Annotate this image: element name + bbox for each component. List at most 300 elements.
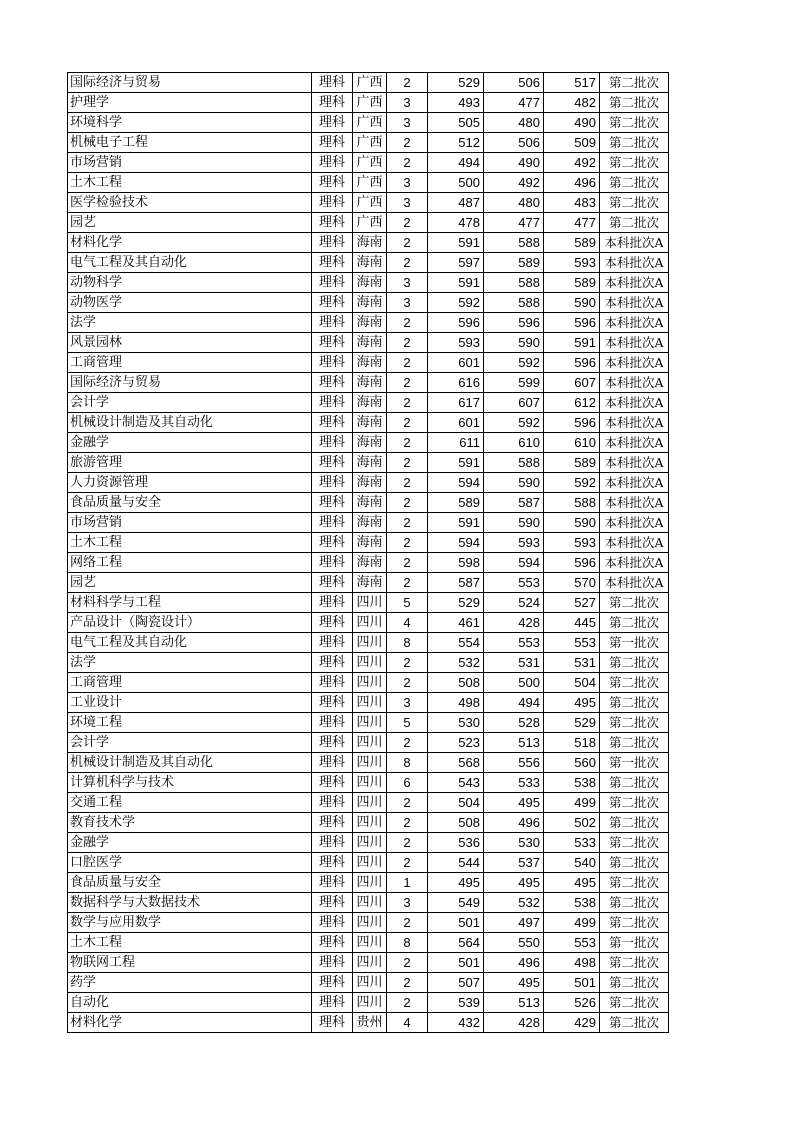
plan-count-cell: 2 (387, 833, 428, 853)
avg-score-cell: 518 (544, 733, 600, 753)
batch-cell: 第一批次 (600, 753, 669, 773)
plan-count-cell: 2 (387, 733, 428, 753)
province-cell: 四川 (353, 713, 387, 733)
max-score-cell: 587 (428, 573, 484, 593)
major-cell: 环境科学 (68, 113, 312, 133)
province-cell: 四川 (353, 993, 387, 1013)
min-score-cell: 599 (484, 373, 544, 393)
max-score-cell: 512 (428, 133, 484, 153)
min-score-cell: 495 (484, 973, 544, 993)
table-row (68, 913, 669, 933)
plan-count-cell: 2 (387, 993, 428, 1013)
plan-count-cell: 4 (387, 613, 428, 633)
table-row (68, 473, 669, 493)
min-score-cell: 524 (484, 593, 544, 613)
min-score-cell: 588 (484, 293, 544, 313)
min-score-cell: 494 (484, 693, 544, 713)
max-score-cell: 611 (428, 433, 484, 453)
avg-score-cell: 612 (544, 393, 600, 413)
province-cell: 海南 (353, 473, 387, 493)
category-cell: 理科 (312, 613, 353, 633)
plan-count-cell: 2 (387, 953, 428, 973)
category-cell: 理科 (312, 153, 353, 173)
max-score-cell: 493 (428, 93, 484, 113)
batch-cell: 第二批次 (600, 893, 669, 913)
province-cell: 四川 (353, 613, 387, 633)
plan-count-cell: 2 (387, 793, 428, 813)
avg-score-cell: 483 (544, 193, 600, 213)
category-cell: 理科 (312, 893, 353, 913)
min-score-cell: 428 (484, 613, 544, 633)
plan-count-cell: 3 (387, 893, 428, 913)
avg-score-cell: 501 (544, 973, 600, 993)
max-score-cell: 532 (428, 653, 484, 673)
province-cell: 四川 (353, 753, 387, 773)
batch-cell: 本科批次A (600, 293, 669, 313)
major-cell: 计算机科学与技术 (68, 773, 312, 793)
plan-count-cell: 2 (387, 913, 428, 933)
table-row (68, 333, 669, 353)
min-score-cell: 497 (484, 913, 544, 933)
province-cell: 四川 (353, 853, 387, 873)
avg-score-cell: 596 (544, 553, 600, 573)
table-row (68, 973, 669, 993)
min-score-cell: 477 (484, 213, 544, 233)
batch-cell: 第二批次 (600, 173, 669, 193)
province-cell: 广西 (353, 113, 387, 133)
table-row (68, 213, 669, 233)
plan-count-cell: 3 (387, 173, 428, 193)
avg-score-cell: 590 (544, 293, 600, 313)
batch-cell: 第二批次 (600, 73, 669, 93)
major-cell: 食品质量与安全 (68, 873, 312, 893)
table-row (68, 513, 669, 533)
major-cell: 国际经济与贸易 (68, 73, 312, 93)
plan-count-cell: 2 (387, 233, 428, 253)
min-score-cell: 550 (484, 933, 544, 953)
major-cell: 口腔医学 (68, 853, 312, 873)
batch-cell: 第一批次 (600, 933, 669, 953)
batch-cell: 本科批次A (600, 473, 669, 493)
plan-count-cell: 2 (387, 253, 428, 273)
table-row (68, 93, 669, 113)
table-row (68, 713, 669, 733)
major-cell: 动物医学 (68, 293, 312, 313)
min-score-cell: 513 (484, 733, 544, 753)
max-score-cell: 544 (428, 853, 484, 873)
max-score-cell: 498 (428, 693, 484, 713)
province-cell: 贵州 (353, 1013, 387, 1033)
major-cell: 园艺 (68, 573, 312, 593)
batch-cell: 第二批次 (600, 693, 669, 713)
major-cell: 数学与应用数学 (68, 913, 312, 933)
major-cell: 会计学 (68, 733, 312, 753)
plan-count-cell: 2 (387, 853, 428, 873)
min-score-cell: 553 (484, 633, 544, 653)
table-row (68, 613, 669, 633)
table-row (68, 413, 669, 433)
category-cell: 理科 (312, 793, 353, 813)
table-row (68, 273, 669, 293)
category-cell: 理科 (312, 413, 353, 433)
min-score-cell: 589 (484, 253, 544, 273)
plan-count-cell: 2 (387, 213, 428, 233)
province-cell: 广西 (353, 73, 387, 93)
max-score-cell: 554 (428, 633, 484, 653)
max-score-cell: 508 (428, 813, 484, 833)
plan-count-cell: 2 (387, 313, 428, 333)
category-cell: 理科 (312, 733, 353, 753)
min-score-cell: 492 (484, 173, 544, 193)
major-cell: 旅游管理 (68, 453, 312, 473)
major-cell: 金融学 (68, 433, 312, 453)
avg-score-cell: 498 (544, 953, 600, 973)
avg-score-cell: 482 (544, 93, 600, 113)
province-cell: 海南 (353, 453, 387, 473)
min-score-cell: 506 (484, 133, 544, 153)
avg-score-cell: 509 (544, 133, 600, 153)
category-cell: 理科 (312, 173, 353, 193)
major-cell: 法学 (68, 313, 312, 333)
batch-cell: 本科批次A (600, 493, 669, 513)
province-cell: 四川 (353, 893, 387, 913)
max-score-cell: 549 (428, 893, 484, 913)
plan-count-cell: 2 (387, 433, 428, 453)
plan-count-cell: 2 (387, 133, 428, 153)
category-cell: 理科 (312, 953, 353, 973)
plan-count-cell: 2 (387, 453, 428, 473)
category-cell: 理科 (312, 353, 353, 373)
table-row (68, 393, 669, 413)
major-cell: 人力资源管理 (68, 473, 312, 493)
batch-cell: 本科批次A (600, 233, 669, 253)
category-cell: 理科 (312, 753, 353, 773)
province-cell: 海南 (353, 333, 387, 353)
province-cell: 海南 (353, 353, 387, 373)
category-cell: 理科 (312, 433, 353, 453)
max-score-cell: 501 (428, 953, 484, 973)
plan-count-cell: 2 (387, 473, 428, 493)
major-cell: 产品设计（陶瓷设计） (68, 613, 312, 633)
batch-cell: 本科批次A (600, 313, 669, 333)
table-row (68, 293, 669, 313)
table-body (68, 73, 669, 1033)
max-score-cell: 487 (428, 193, 484, 213)
category-cell: 理科 (312, 513, 353, 533)
plan-count-cell: 2 (387, 973, 428, 993)
province-cell: 四川 (353, 873, 387, 893)
major-cell: 网络工程 (68, 553, 312, 573)
batch-cell: 第二批次 (600, 1013, 669, 1033)
avg-score-cell: 570 (544, 573, 600, 593)
min-score-cell: 588 (484, 453, 544, 473)
province-cell: 海南 (353, 293, 387, 313)
category-cell: 理科 (312, 993, 353, 1013)
province-cell: 四川 (353, 593, 387, 613)
batch-cell: 第二批次 (600, 793, 669, 813)
category-cell: 理科 (312, 213, 353, 233)
table-row (68, 993, 669, 1013)
province-cell: 广西 (353, 153, 387, 173)
province-cell: 四川 (353, 913, 387, 933)
min-score-cell: 596 (484, 313, 544, 333)
min-score-cell: 477 (484, 93, 544, 113)
avg-score-cell: 495 (544, 873, 600, 893)
category-cell: 理科 (312, 913, 353, 933)
max-score-cell: 601 (428, 353, 484, 373)
max-score-cell: 494 (428, 153, 484, 173)
avg-score-cell: 445 (544, 613, 600, 633)
batch-cell: 第二批次 (600, 213, 669, 233)
max-score-cell: 594 (428, 473, 484, 493)
category-cell: 理科 (312, 473, 353, 493)
table-row (68, 493, 669, 513)
category-cell: 理科 (312, 853, 353, 873)
category-cell: 理科 (312, 873, 353, 893)
min-score-cell: 587 (484, 493, 544, 513)
province-cell: 四川 (353, 793, 387, 813)
max-score-cell: 530 (428, 713, 484, 733)
avg-score-cell: 553 (544, 633, 600, 653)
batch-cell: 第一批次 (600, 633, 669, 653)
major-cell: 工商管理 (68, 353, 312, 373)
category-cell: 理科 (312, 773, 353, 793)
table-row (68, 233, 669, 253)
batch-cell: 第二批次 (600, 733, 669, 753)
province-cell: 广西 (353, 193, 387, 213)
plan-count-cell: 2 (387, 373, 428, 393)
major-cell: 市场营销 (68, 153, 312, 173)
province-cell: 海南 (353, 493, 387, 513)
min-score-cell: 537 (484, 853, 544, 873)
plan-count-cell: 3 (387, 113, 428, 133)
province-cell: 海南 (353, 393, 387, 413)
province-cell: 四川 (353, 653, 387, 673)
table-row (68, 173, 669, 193)
max-score-cell: 501 (428, 913, 484, 933)
max-score-cell: 495 (428, 873, 484, 893)
batch-cell: 本科批次A (600, 333, 669, 353)
plan-count-cell: 2 (387, 533, 428, 553)
major-cell: 土木工程 (68, 933, 312, 953)
table-row (68, 193, 669, 213)
plan-count-cell: 2 (387, 813, 428, 833)
plan-count-cell: 2 (387, 353, 428, 373)
table-row (68, 793, 669, 813)
plan-count-cell: 2 (387, 73, 428, 93)
max-score-cell: 591 (428, 513, 484, 533)
major-cell: 医学检验技术 (68, 193, 312, 213)
table-row (68, 313, 669, 333)
max-score-cell: 589 (428, 493, 484, 513)
major-cell: 材料科学与工程 (68, 593, 312, 613)
plan-count-cell: 3 (387, 273, 428, 293)
major-cell: 环境工程 (68, 713, 312, 733)
plan-count-cell: 5 (387, 713, 428, 733)
batch-cell: 第二批次 (600, 613, 669, 633)
avg-score-cell: 591 (544, 333, 600, 353)
batch-cell: 本科批次A (600, 413, 669, 433)
province-cell: 海南 (353, 413, 387, 433)
plan-count-cell: 2 (387, 393, 428, 413)
avg-score-cell: 593 (544, 253, 600, 273)
category-cell: 理科 (312, 373, 353, 393)
batch-cell: 第二批次 (600, 653, 669, 673)
batch-cell: 第二批次 (600, 713, 669, 733)
category-cell: 理科 (312, 313, 353, 333)
category-cell: 理科 (312, 713, 353, 733)
plan-count-cell: 5 (387, 593, 428, 613)
max-score-cell: 504 (428, 793, 484, 813)
major-cell: 机械设计制造及其自动化 (68, 413, 312, 433)
category-cell: 理科 (312, 933, 353, 953)
avg-score-cell: 490 (544, 113, 600, 133)
batch-cell: 本科批次A (600, 453, 669, 473)
plan-count-cell: 2 (387, 513, 428, 533)
min-score-cell: 607 (484, 393, 544, 413)
plan-count-cell: 2 (387, 573, 428, 593)
major-cell: 土木工程 (68, 173, 312, 193)
avg-score-cell: 499 (544, 913, 600, 933)
avg-score-cell: 538 (544, 773, 600, 793)
category-cell: 理科 (312, 253, 353, 273)
table-row (68, 73, 669, 93)
max-score-cell: 617 (428, 393, 484, 413)
min-score-cell: 533 (484, 773, 544, 793)
table-row (68, 433, 669, 453)
avg-score-cell: 607 (544, 373, 600, 393)
max-score-cell: 597 (428, 253, 484, 273)
batch-cell: 本科批次A (600, 253, 669, 273)
table-row (68, 573, 669, 593)
major-cell: 法学 (68, 653, 312, 673)
avg-score-cell: 560 (544, 753, 600, 773)
major-cell: 电气工程及其自动化 (68, 633, 312, 653)
min-score-cell: 590 (484, 333, 544, 353)
min-score-cell: 428 (484, 1013, 544, 1033)
max-score-cell: 461 (428, 613, 484, 633)
table-row (68, 633, 669, 653)
province-cell: 海南 (353, 233, 387, 253)
province-cell: 广西 (353, 173, 387, 193)
batch-cell: 第二批次 (600, 813, 669, 833)
min-score-cell: 506 (484, 73, 544, 93)
major-cell: 金融学 (68, 833, 312, 853)
min-score-cell: 495 (484, 873, 544, 893)
max-score-cell: 591 (428, 273, 484, 293)
category-cell: 理科 (312, 593, 353, 613)
category-cell: 理科 (312, 233, 353, 253)
major-cell: 工业设计 (68, 693, 312, 713)
batch-cell: 第二批次 (600, 193, 669, 213)
avg-score-cell: 596 (544, 313, 600, 333)
category-cell: 理科 (312, 553, 353, 573)
major-cell: 市场营销 (68, 513, 312, 533)
category-cell: 理科 (312, 273, 353, 293)
batch-cell: 第二批次 (600, 593, 669, 613)
table-row (68, 453, 669, 473)
table-row (68, 593, 669, 613)
major-cell: 风景园林 (68, 333, 312, 353)
avg-score-cell: 502 (544, 813, 600, 833)
table-row (68, 153, 669, 173)
province-cell: 海南 (353, 313, 387, 333)
table-row (68, 733, 669, 753)
min-score-cell: 531 (484, 653, 544, 673)
table-row (68, 1013, 669, 1033)
province-cell: 广西 (353, 213, 387, 233)
plan-count-cell: 1 (387, 873, 428, 893)
batch-cell: 本科批次A (600, 573, 669, 593)
major-cell: 护理学 (68, 93, 312, 113)
province-cell: 四川 (353, 953, 387, 973)
min-score-cell: 592 (484, 353, 544, 373)
max-score-cell: 507 (428, 973, 484, 993)
category-cell: 理科 (312, 113, 353, 133)
plan-count-cell: 2 (387, 493, 428, 513)
plan-count-cell: 2 (387, 673, 428, 693)
avg-score-cell: 540 (544, 853, 600, 873)
major-cell: 动物科学 (68, 273, 312, 293)
max-score-cell: 543 (428, 773, 484, 793)
min-score-cell: 480 (484, 193, 544, 213)
table-row (68, 953, 669, 973)
category-cell: 理科 (312, 133, 353, 153)
category-cell: 理科 (312, 653, 353, 673)
avg-score-cell: 499 (544, 793, 600, 813)
table-row (68, 833, 669, 853)
province-cell: 四川 (353, 693, 387, 713)
min-score-cell: 594 (484, 553, 544, 573)
table-row (68, 653, 669, 673)
max-score-cell: 594 (428, 533, 484, 553)
province-cell: 四川 (353, 733, 387, 753)
min-score-cell: 490 (484, 153, 544, 173)
avg-score-cell: 477 (544, 213, 600, 233)
category-cell: 理科 (312, 673, 353, 693)
major-cell: 园艺 (68, 213, 312, 233)
avg-score-cell: 527 (544, 593, 600, 613)
table-row (68, 253, 669, 273)
avg-score-cell: 496 (544, 173, 600, 193)
min-score-cell: 530 (484, 833, 544, 853)
table-row (68, 673, 669, 693)
batch-cell: 第二批次 (600, 133, 669, 153)
min-score-cell: 590 (484, 513, 544, 533)
category-cell: 理科 (312, 453, 353, 473)
major-cell: 材料化学 (68, 1013, 312, 1033)
category-cell: 理科 (312, 973, 353, 993)
batch-cell: 第二批次 (600, 913, 669, 933)
batch-cell: 第二批次 (600, 953, 669, 973)
table-row (68, 353, 669, 373)
avg-score-cell: 593 (544, 533, 600, 553)
category-cell: 理科 (312, 293, 353, 313)
batch-cell: 本科批次A (600, 393, 669, 413)
category-cell: 理科 (312, 573, 353, 593)
batch-cell: 本科批次A (600, 553, 669, 573)
avg-score-cell: 504 (544, 673, 600, 693)
plan-count-cell: 2 (387, 553, 428, 573)
province-cell: 四川 (353, 773, 387, 793)
min-score-cell: 513 (484, 993, 544, 1013)
avg-score-cell: 492 (544, 153, 600, 173)
batch-cell: 本科批次A (600, 373, 669, 393)
batch-cell: 第二批次 (600, 153, 669, 173)
max-score-cell: 593 (428, 333, 484, 353)
plan-count-cell: 4 (387, 1013, 428, 1033)
avg-score-cell: 529 (544, 713, 600, 733)
